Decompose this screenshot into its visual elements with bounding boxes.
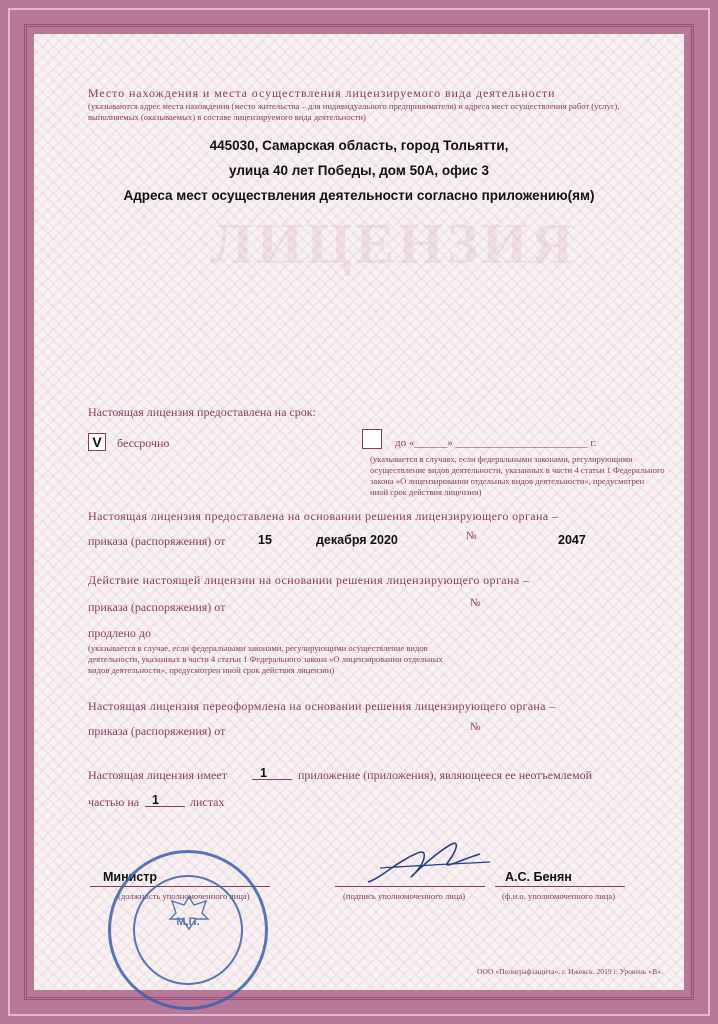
name-caption: (ф.и.о. уполномоченного лица) [502,891,616,901]
header-note-line1: (указываются адрес места нахождения (место жительства – для индивидуального предпринимателя) и адреса мест осуществления работ (услуг), [88,101,620,111]
extension-line1: Действие настоящей лицензии на основании решения лицензирующего органа – [88,573,530,587]
until-checkbox[interactable] [362,429,382,449]
printer-footer: ООО «Полиграфзащита», г. Ижевск. 2019 г. Уровень «В». [477,967,663,976]
extension-number-label: № [470,597,481,609]
watermark: ЛИЦЕНЗИЯ [210,211,577,276]
reissue-line1: Настоящая лицензия переоформлена на основании решения лицензирующего органа – [88,699,556,713]
term-note-line1: (указывается в случаях, если федеральными законами, регулирующими [370,454,633,464]
extension-note-line1: (указывается в случае, если федеральными законами, регулирующими осуществление видов [88,643,428,653]
appendix-count-underline [252,779,292,780]
stamp-mp-label: М.П. [176,916,200,928]
signature-caption: (подпись уполномоченного лица) [343,891,466,901]
extension-extended-label: продлено до [88,626,152,640]
appendix-suffix: приложение (приложения), являющееся ее неотъемлемой [298,768,592,782]
signature-underline [335,886,485,887]
appendix-prefix: Настоящая лицензия имеет [88,768,227,782]
official-seal-stamp [108,850,268,1010]
unlimited-checkbox[interactable]: V [88,433,106,451]
term-label: Настоящая лицензия предоставлена на срок: [88,405,316,419]
address-line2: улица 40 лет Победы, дом 50А, офис 3 [229,163,489,178]
appendix-count: 1 [260,766,267,780]
header-note-line2: выполняемых (оказываемых) в составе лицензируемого вида деятельности) [88,112,366,122]
address-line1: 445030, Самарская область, город Тольятти, [209,138,509,153]
extension-order-label: приказа (распоряжения) от [88,600,226,614]
appendix-sheets-label: листах [190,795,225,809]
basis-order-label: приказа (распоряжения) от [88,534,226,548]
basis-day: 15 [258,533,272,547]
header-title: Место нахождения и места осуществления лицензируемого вида деятельности [88,86,556,100]
basis-number-label: № [466,530,477,542]
address-line3: Адреса мест осуществления деятельности согласно приложению(ям) [123,188,595,203]
term-note-line2: осуществление видов деятельности, указанных в части 4 статьи 1 Федерального [370,465,665,475]
term-note-line4: иной срок действия лицензии) [370,487,482,497]
reissue-order-label: приказа (распоряжения) от [88,724,226,738]
basis-line1: Настоящая лицензия предоставлена на основании решения лицензирующего органа – [88,509,559,523]
appendix-sheets-underline [145,806,185,807]
appendix-part-prefix: частью на [88,795,140,809]
unlimited-label: бессрочно [117,436,170,450]
basis-number: 2047 [558,533,586,547]
position-caption: (должность уполномоченного лица) [118,891,250,901]
term-note-line3: закона «О лицензировании отдельных видов деятельности», предусмотрен [370,476,645,486]
name-underline [495,886,625,887]
until-label: до «______» ________________________ г. [395,437,597,449]
signatory-name: А.С. Бенян [505,870,572,884]
signature-image [360,838,500,898]
basis-month-year: декабря 2020 [316,533,398,547]
reissue-number-label: № [470,721,481,733]
signatory-position: Министр [103,870,158,884]
appendix-sheets: 1 [152,793,159,807]
extension-note-line2: деятельности, указанных в части 4 статьи 1 Федерального закона «О лицензировании отдельных [88,654,443,664]
extension-note-line3: видов деятельности», предусмотрен иной срок действия лицензии) [88,665,335,675]
